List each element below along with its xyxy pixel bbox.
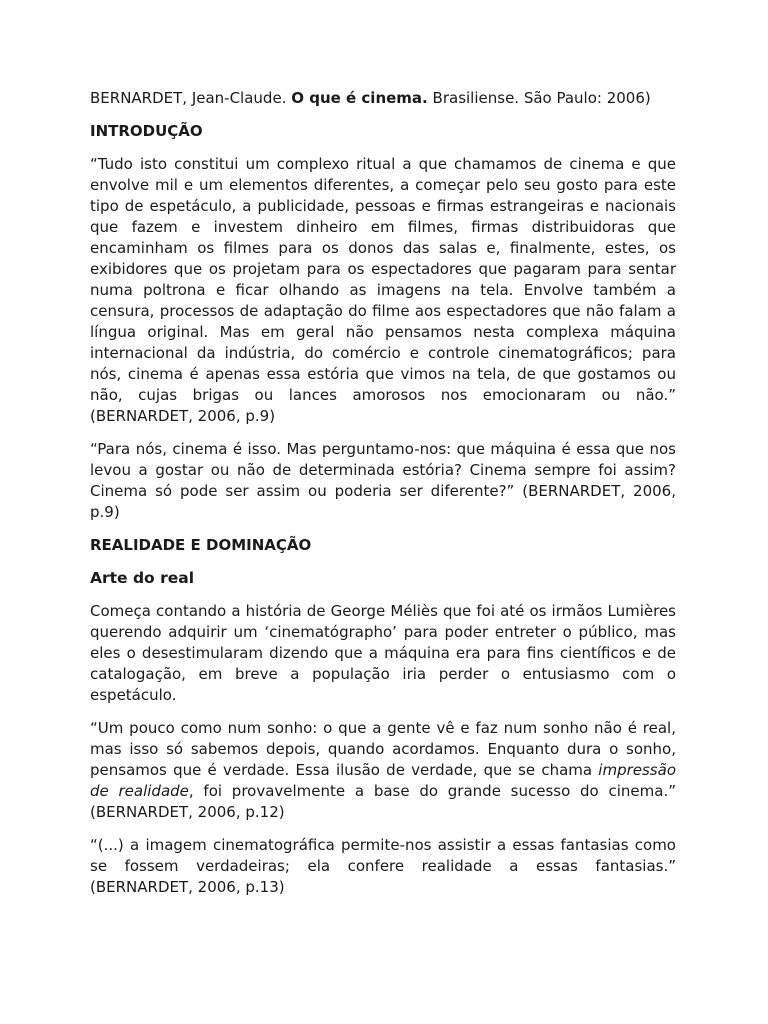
- sonho-quote-part2: , foi provavelmente a base do grande sucesso do cinema.” (BERNARDET, 2006, p.12): [90, 782, 676, 821]
- arte-do-real-heading: Arte do real: [90, 569, 195, 587]
- citation-author: BERNARDET, Jean-Claude.: [90, 89, 287, 107]
- document-page: [90, 88, 676, 910]
- sonho-quote: [90, 718, 676, 823]
- bibliographic-citation: [90, 88, 676, 109]
- fantasias-quote: “(...) a imagem cinematográfica permite-nos assistir a essas fantasias como se fossem verdadeiras; ela confere realidade a essas fantasias.” (BERNARDET, 2006, p.13): [90, 836, 676, 896]
- intro-quote-1: “Tudo isto constitui um complexo ritual a que chamamos de cinema e que envolve mil e um elementos diferentes, a começar pelo seu gosto para este tipo de espetáculo, a publicidade, pessoas e firmas estrangeiras e nacionais que fazem e investem dinheiro em filmes, firmas distribuidoras que encaminham os filmes para os donos das salas e, finalmente, estes, os exibidores que os projetam para os espectadores que pagaram para sentar numa poltrona e ficar olhando as imagens na tela. Envolve também a censura, processos de adaptação do filme aos espectadores que não falam a língua original. Mas em geral não pensamos nesta complexa máquina internacional da indústria, do comércio e controle cinematográficos; para nós, cinema é apenas essa estória que vimos na tela, de que gostamos ou não, cujas brigas ou lances amorosos nos emocionaram ou não.” (BERNARDET, 2006, p.9): [90, 155, 676, 425]
- sonho-quote-part1: “Um pouco como num sonho: o que a gente vê e faz num sonho não é real, mas isso só sabemos depois, quando acordamos. Enquanto dura o sonho, pensamos que é verdade. Essa ilusão de verdade, que se chama: [90, 719, 676, 779]
- citation-publisher: Brasiliense. São Paulo: 2006): [432, 89, 651, 107]
- sonho-quote-italic: impressão de realidade: [90, 761, 676, 800]
- intro-heading: INTRODUÇÃO: [90, 122, 203, 140]
- realidade-heading: REALIDADE E DOMINAÇÃO: [90, 536, 312, 554]
- arte-paragraph: Começa contando a história de George Méliès que foi até os irmãos Lumières querendo adquirir um ‘cinematógrapho’ para poder entreter o público, mas eles o desestimularam dizendo que a máquina era para fins científicos e de catalogação, em breve a população iria perder o entusiasmo com o espetáculo.: [90, 602, 676, 704]
- citation-title: O que é cinema.: [291, 89, 428, 107]
- intro-quote-2: “Para nós, cinema é isso. Mas perguntamo-nos: que máquina é essa que nos levou a gostar ou não de determinada estória? Cinema sempre foi assim? Cinema só pode ser assim ou poderia ser diferente?” (BERNARDET, 2006, p.9): [90, 440, 676, 521]
